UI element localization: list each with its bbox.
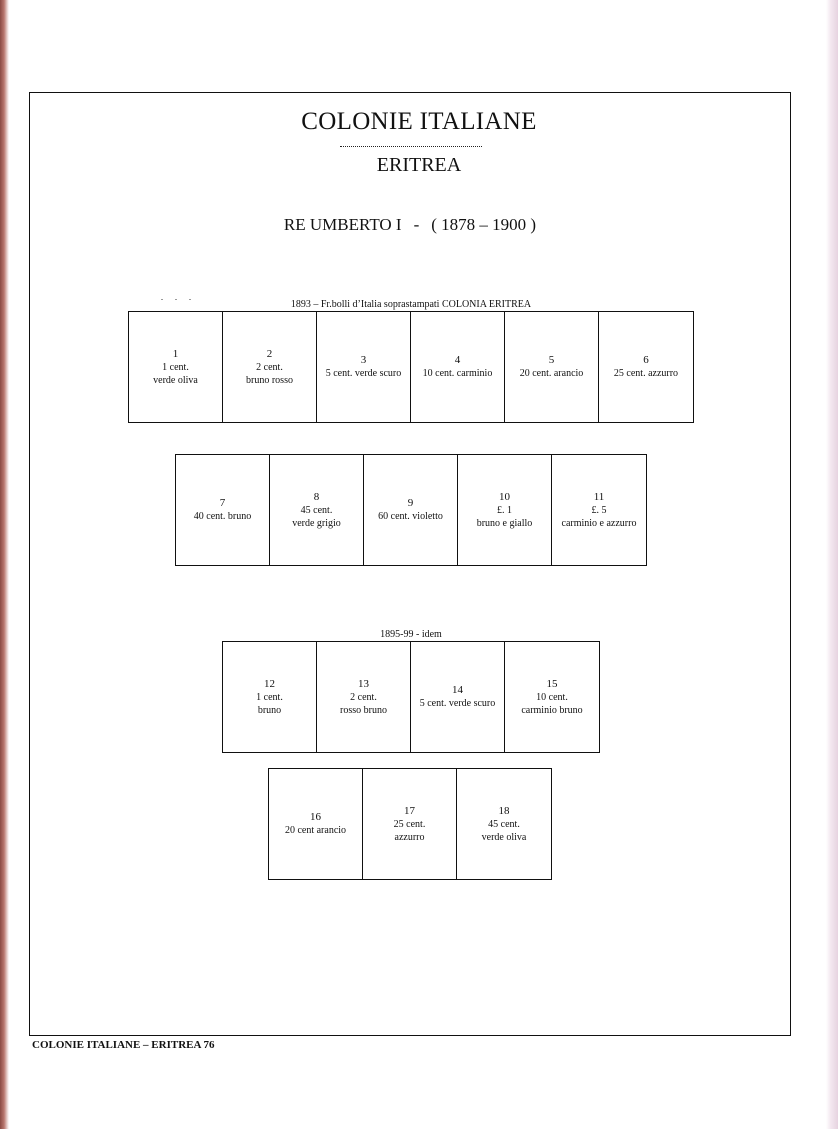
page-subtitle: ERITREA — [376, 154, 462, 176]
stamp-space-9 — [364, 455, 458, 565]
stamp-space-16 — [269, 769, 363, 879]
title-divider — [340, 146, 482, 147]
stamp-space-5 — [505, 312, 599, 422]
page-title: COLONIE ITALIANE — [301, 108, 537, 135]
stamp-value: 25 cent. azzurro — [613, 368, 679, 379]
stamp-value: 5 cent. verde scuro — [419, 698, 496, 709]
stamp-number: 6 — [643, 354, 649, 366]
stamp-number: 17 — [404, 804, 415, 817]
stamp-value: 2 cent. — [256, 361, 283, 373]
stamp-color: verde grigio — [292, 517, 341, 529]
stamp-space-13 — [317, 642, 411, 752]
stamp-row — [268, 768, 552, 880]
stamp-color: verde oliva — [153, 374, 198, 386]
set-caption-1895-99: 1895-99 - idem — [380, 629, 442, 640]
reign-name: RE UMBERTO I — [283, 215, 402, 234]
stamp-value: £. 5 — [591, 504, 607, 516]
stamp-space-18 — [457, 769, 551, 879]
stamp-number: 15 — [546, 677, 558, 690]
stamp-value: 60 cent. violetto — [378, 511, 443, 522]
stamp-color: carminio bruno — [521, 704, 583, 716]
stamp-value: 5 cent. verde scuro — [325, 368, 402, 379]
stamp-number: 2 — [266, 347, 273, 360]
stamp-value: 1 cent. — [256, 691, 283, 703]
stamp-space-2 — [223, 312, 317, 422]
page-footer: COLONIE ITALIANE – ERITREA 76 — [32, 1039, 215, 1051]
stamp-color: verde oliva — [481, 831, 527, 843]
stamp-number: 4 — [454, 354, 461, 366]
stamp-value: 45 cent. — [488, 818, 520, 830]
stamp-number: 5 — [548, 354, 555, 366]
stamp-number: 7 — [219, 497, 226, 509]
stamp-space-14 — [411, 642, 505, 752]
stamp-space-1 — [129, 312, 223, 422]
stamp-color: bruno e giallo — [476, 517, 533, 529]
stamp-number: 16 — [310, 811, 321, 823]
stamp-value: 1 cent. — [162, 361, 189, 373]
stamp-space-4 — [411, 312, 505, 422]
stamp-row — [222, 641, 600, 753]
stamp-value: 10 cent. — [536, 691, 568, 703]
stamp-color: carminio e azzurro — [561, 517, 637, 529]
stamp-value: 25 cent. — [393, 818, 426, 830]
stamp-number: 14 — [452, 684, 463, 696]
stamp-row — [175, 454, 647, 566]
reign-separator: - — [413, 215, 420, 234]
stamp-space-3 — [317, 312, 411, 422]
stamp-value: 2 cent. — [350, 691, 377, 703]
stamp-number: 12 — [264, 677, 275, 690]
stamp-color: rosso bruno — [340, 704, 387, 716]
stamp-value: 40 cent. bruno — [193, 511, 252, 522]
stamp-space-7 — [176, 455, 270, 565]
stamp-value: 20 cent arancio — [284, 825, 347, 836]
stamp-space-6 — [599, 312, 693, 422]
stamp-value: 20 cent. arancio — [519, 368, 584, 379]
stamp-value: 10 cent. carminio — [422, 368, 493, 379]
stamp-space-15 — [505, 642, 599, 752]
stamp-number: 11 — [593, 490, 605, 503]
stamp-row — [128, 311, 694, 423]
set-caption-1893: 1893 – Fr.bolli d’Italia soprastampati COLONIA ERITREA — [290, 299, 532, 310]
stamp-number: 3 — [360, 354, 367, 366]
stamp-color: azzurro — [394, 831, 425, 843]
stamp-space-11 — [552, 455, 646, 565]
stamp-number: 13 — [358, 677, 369, 690]
stamp-value: 45 cent. — [300, 504, 333, 516]
stamp-space-10 — [458, 455, 552, 565]
reign-heading — [0, 215, 820, 235]
stamp-number: 10 — [499, 490, 510, 503]
stamp-number: 18 — [498, 804, 510, 817]
stamp-color: bruno — [257, 704, 282, 716]
stamp-number: 8 — [313, 490, 320, 503]
stamp-space-12 — [223, 642, 317, 752]
stamp-color: bruno rosso — [246, 374, 293, 386]
stamp-number: 9 — [407, 497, 414, 509]
stamp-number: 1 — [172, 347, 179, 360]
reign-period: ( 1878 – 1900 ) — [431, 215, 537, 234]
stamp-space-8 — [270, 455, 364, 565]
stamp-space-17 — [363, 769, 457, 879]
stamp-value: £. 1 — [497, 504, 512, 516]
